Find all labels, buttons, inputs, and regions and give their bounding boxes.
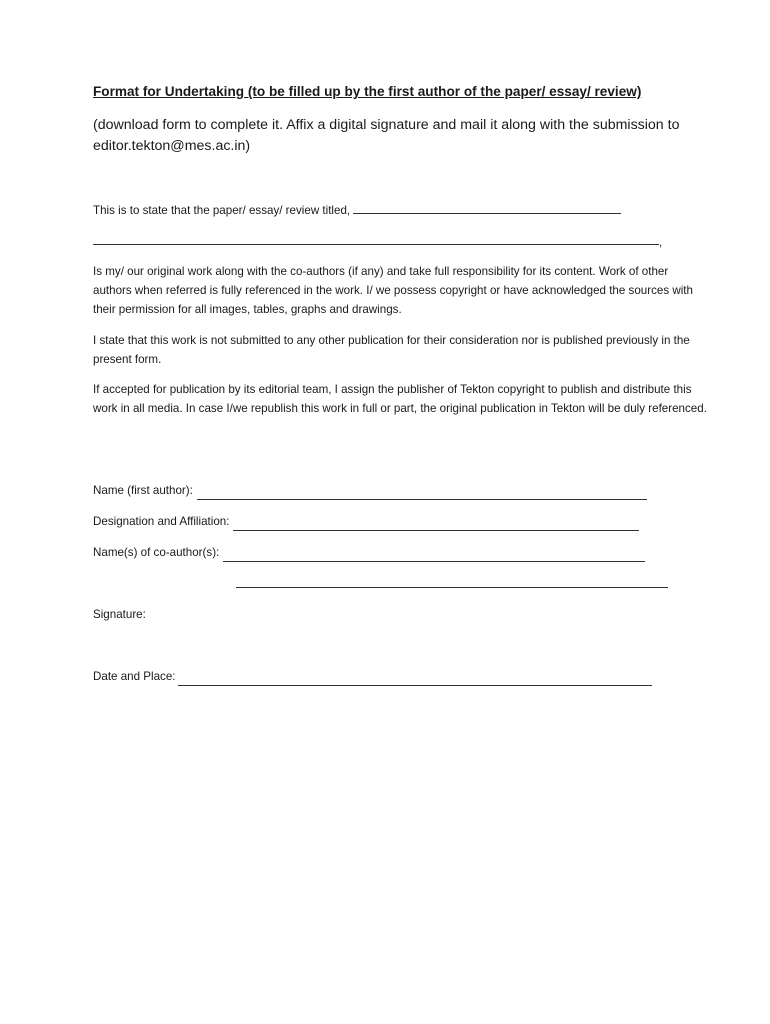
- date-place-field-row: [93, 667, 652, 686]
- designation-label: Designation and Affiliation:: [93, 515, 230, 528]
- name-field[interactable]: [197, 487, 647, 500]
- designation-field-row: [93, 512, 639, 531]
- name-label: Name (first author):: [93, 484, 193, 497]
- date-place-label: Date and Place:: [93, 670, 176, 683]
- coauthors-field[interactable]: [223, 549, 645, 562]
- title-comma: ,: [659, 236, 663, 249]
- signature-label: Signature:: [93, 608, 146, 621]
- date-place-field[interactable]: [178, 673, 652, 686]
- statement-row: [93, 201, 621, 220]
- form-instructions: (download form to complete it. Affix a digital signature and mail it along with the submission to editor.tekton@mes.ac.in): [93, 117, 680, 154]
- designation-field[interactable]: [233, 518, 639, 531]
- paper-title-field[interactable]: [353, 201, 621, 214]
- coauthors-label: Name(s) of co-author(s):: [93, 546, 220, 559]
- originality-paragraph: Is my/ our original work along with the co-authors (if any) and take full responsibility for its content. Work of other authors when referred is fully referenced in the work. I/ we possess copyright or have acknowledged the sources with their permission for all images, tables, graphs and drawings.: [93, 265, 693, 316]
- coauthors-continuation-field[interactable]: [236, 579, 668, 588]
- coauthors-field-row: [93, 543, 645, 562]
- paper-title-continuation-field[interactable]: [93, 236, 659, 245]
- non-submission-paragraph: I state that this work is not submitted to any other publication for their consideration nor is published previously in the present form.: [93, 334, 690, 366]
- form-title: Format for Undertaking (to be filled up by the first author of the paper/ essay/ review): [93, 84, 642, 99]
- name-field-row: [93, 481, 647, 500]
- copyright-paragraph: If accepted for publication by its editorial team, I assign the publisher of Tekton copyright to publish and distribute this work in all media. In case I/we republish this work in full or part, the original publication in Tekton will be duly referenced.: [93, 383, 707, 415]
- statement-label: This is to state that the paper/ essay/ review titled,: [93, 204, 351, 217]
